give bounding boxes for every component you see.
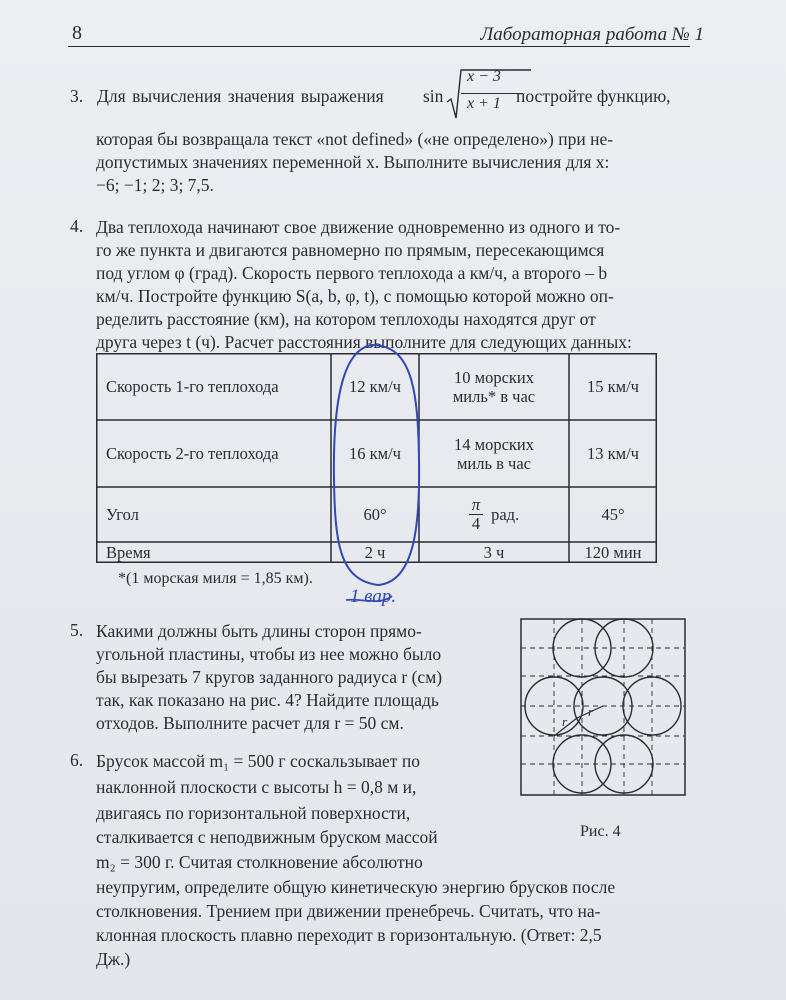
- task4-line: ределить расстояние (км), на котором теплоходы находятся друг от: [96, 309, 596, 329]
- task6-line: сталкивается с неподвижным бруском массой: [96, 827, 438, 847]
- fraction-denominator: x + 1: [467, 95, 501, 112]
- task6-line: m₂ = 300 г. Считая столкновение абсолютно: [96, 852, 423, 872]
- pi-over-four: [469, 496, 483, 533]
- task4-line: друга через t (ч). Расчет расстояния выполните для следующих данных:: [96, 332, 632, 352]
- table-cell: 16 км/ч: [349, 444, 401, 463]
- task6-line: неупругим, определите общую кинетическую энергию брусков после: [96, 877, 616, 897]
- table-cell: [419, 420, 569, 487]
- task3-line2: которая бы возвращала текст «not defined» («не определено») при не-: [96, 129, 614, 149]
- footnote: *(1 морская миля = 1,85 км).: [118, 570, 313, 587]
- table-row-label: Скорость 1-го теплохода: [106, 377, 279, 396]
- table-cell: 3 ч: [483, 543, 505, 562]
- four-denominator: 4: [471, 514, 481, 533]
- task6-line: Брусок массой m₁ = 500 г соскальзывает по: [96, 751, 420, 771]
- radius-label: r: [588, 704, 594, 719]
- pi-symbol: π: [469, 496, 483, 515]
- circles-diagram: [520, 618, 686, 796]
- page-header-title: Лабораторная работа № 1: [480, 24, 704, 45]
- task6-line: двигаясь по горизонтальной поверхности,: [96, 803, 411, 823]
- task4-line: Два теплохода начинают свое движение одновременно из одного и то-: [96, 217, 621, 237]
- ships-data-table: [96, 353, 657, 563]
- task3-line3: допустимых значениях переменной x. Выполните вычисления для x:: [96, 152, 610, 172]
- table-cell: 13 км/ч: [587, 444, 639, 463]
- header-rule: [68, 46, 690, 47]
- task6-line: Дж.): [96, 949, 131, 969]
- table-cell: [419, 353, 569, 420]
- table-cell: 60°: [363, 505, 387, 524]
- task6-line: столкновения. Трением при движении пренебречь. Считать, что на-: [96, 901, 601, 921]
- radius-label: r: [562, 714, 568, 729]
- task4-number: 4.: [70, 216, 84, 236]
- task3-line1a: Для вычисления значения выражения: [97, 86, 384, 106]
- task5-line: угольной пластины, чтобы из нее можно было: [96, 644, 442, 664]
- task3-number: 3.: [70, 86, 84, 106]
- table-cell: 12 км/ч: [349, 377, 401, 396]
- task4-line: км/ч. Постройте функцию S(a, b, φ, t), с помощью которой можно оп-: [96, 286, 614, 306]
- figure-caption: Рис. 4: [580, 823, 621, 840]
- table-cell-line: миль в час: [456, 453, 532, 473]
- task4-line: под углом φ (град). Скорость первого теплохода a км/ч, а второго – b: [96, 263, 608, 283]
- figure-seven-circles: [520, 618, 686, 796]
- task5-line: Какими должны быть длины сторон прямо-: [96, 621, 422, 641]
- table-cell: 45°: [601, 505, 625, 524]
- fraction-bar: [461, 93, 523, 94]
- fraction-numerator: x − 3: [467, 68, 501, 85]
- page-number: 8: [72, 22, 82, 44]
- task5-line: бы вырезать 7 кругов заданного радиуса r (см): [96, 667, 443, 687]
- table-cell-line: 10 морских: [454, 367, 534, 387]
- task5-line: отходов. Выполните расчет для r = 50 см.: [96, 713, 404, 733]
- task6-line: клонная плоскость плавно переходит в горизонтальную. (Ответ: 2,5: [96, 925, 602, 945]
- table-cell: 15 км/ч: [587, 377, 639, 396]
- task4-line: го же пункта и двигаются равномерно по прямым, пересекающимся: [96, 240, 605, 260]
- task6-line: наклонной плоскости с высоты h = 0,8 м и,: [96, 777, 417, 797]
- task3-line4: −6; −1; 2; 3; 7,5.: [96, 175, 214, 195]
- handwritten-variant-note: 1 вар.: [350, 586, 397, 607]
- task3-sin: sin: [423, 86, 444, 106]
- task3-line1b: постройте функцию,: [516, 86, 671, 106]
- table-cell: 120 мин: [584, 543, 642, 562]
- task6-number: 6.: [70, 750, 84, 770]
- table-row-label: Угол: [106, 505, 139, 524]
- table-row-label: Время: [106, 543, 151, 562]
- table-cell: 2 ч: [364, 543, 386, 562]
- table-cell-line: миль* в час: [452, 386, 536, 406]
- table-row-label: Скорость 2-го теплохода: [106, 444, 279, 463]
- table-cell: [419, 487, 569, 542]
- task5-number: 5.: [70, 620, 84, 640]
- table-cell-line: 14 морских: [454, 434, 534, 454]
- radian-unit: рад.: [491, 505, 520, 524]
- task5-line: так, как показано на рис. 4? Найдите площадь: [96, 690, 439, 710]
